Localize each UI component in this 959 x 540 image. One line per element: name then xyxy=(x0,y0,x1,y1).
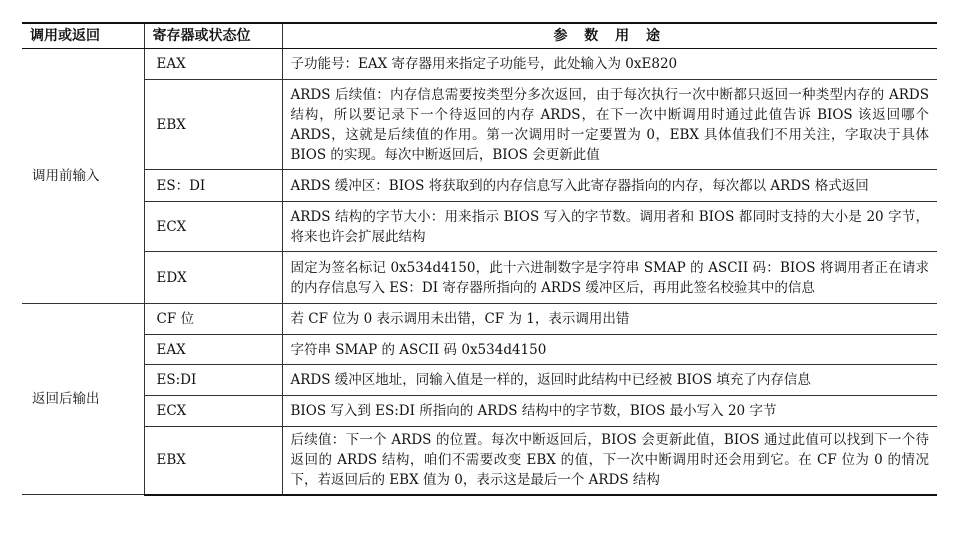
table-row xyxy=(22,335,937,365)
header-parameter-usage: 参 数 用 途 xyxy=(282,23,937,49)
register-cell: ES:DI xyxy=(144,365,282,396)
description-cell: 固定为签名标记 0x534d4150，此十六进制数字是字符串 SMAP 的 ASCII 码：BIOS 将调用者正在请求的内存信息写入 ES：DI 寄存器所指向的 ARDS 缓冲区后，再用此签名校验其中的信息 xyxy=(282,252,937,304)
description-cell: ARDS 结构的字节大小：用来指示 BIOS 写入的字节数。调用者和 BIOS 都同时支持的大小是 20 字节，将来也许会扩展此结构 xyxy=(282,202,937,252)
table-row xyxy=(22,365,937,396)
description-cell: ARDS 后续值：内存信息需要按类型分多次返回，由于每次执行一次中断都只返回一种类型内存的 ARDS 结构，所以要记录下一个待返回的内存 ARDS，在下一次中断调用时通过此值告诉 BIOS 该返回哪个 ARDS，这就是后续值的作用。第一次调用时一定要置为 0，EBX 具体值我们不用关注，字取决于具体 BIOS 的实现。每次中断返回后，BIOS 会更新此值 xyxy=(282,80,937,170)
register-cell: EDX xyxy=(144,252,282,304)
group-label-output: 返回后输出 xyxy=(22,304,144,495)
table-row xyxy=(22,170,937,202)
table-row xyxy=(22,49,937,80)
description-cell: BIOS 写入到 ES:DI 所指向的 ARDS 结构中的字节数，BIOS 最小写入 20 字节 xyxy=(282,396,937,427)
table-row xyxy=(22,252,937,304)
table-row xyxy=(22,80,937,170)
register-cell: CF 位 xyxy=(144,304,282,335)
description-cell: 字符串 SMAP 的 ASCII 码 0x534d4150 xyxy=(282,335,937,365)
table-row xyxy=(22,396,937,427)
header-call-or-return: 调用或返回 xyxy=(22,23,144,49)
register-cell: ES：DI xyxy=(144,170,282,202)
register-cell: EBX xyxy=(144,427,282,495)
description-cell: ARDS 缓冲区地址，同输入值是一样的，返回时此结构中已经被 BIOS 填充了内存信息 xyxy=(282,365,937,396)
table-row xyxy=(22,304,937,335)
register-cell: EAX xyxy=(144,335,282,365)
table-row xyxy=(22,427,937,495)
description-cell: 若 CF 位为 0 表示调用未出错，CF 为 1，表示调用出错 xyxy=(282,304,937,335)
header-register-or-flag: 寄存器或状态位 xyxy=(144,23,282,49)
register-cell: EBX xyxy=(144,80,282,170)
description-cell: ARDS 缓冲区：BIOS 将获取到的内存信息写入此寄存器指向的内存，每次都以 ARDS 格式返回 xyxy=(282,170,937,202)
description-cell: 后续值：下一个 ARDS 的位置。每次中断返回后，BIOS 会更新此值，BIOS 通过此值可以找到下一个待返回的 ARDS 结构，咱们不需要改变 EBX 的值，下一次中断调用时还会用到它。在 CF 位为 0 的情况下，若返回后的 EBX 值为 0，表示这是最后一个 ARDS 结构 xyxy=(282,427,937,495)
register-cell: EAX xyxy=(144,49,282,80)
group-label-input: 调用前输入 xyxy=(22,49,144,304)
description-cell: 子功能号：EAX 寄存器用来指定子功能号，此处输入为 0xE820 xyxy=(282,49,937,80)
register-cell: ECX xyxy=(144,202,282,252)
register-parameter-table xyxy=(22,22,937,496)
register-cell: ECX xyxy=(144,396,282,427)
table-header-row xyxy=(22,23,937,49)
table-row xyxy=(22,202,937,252)
